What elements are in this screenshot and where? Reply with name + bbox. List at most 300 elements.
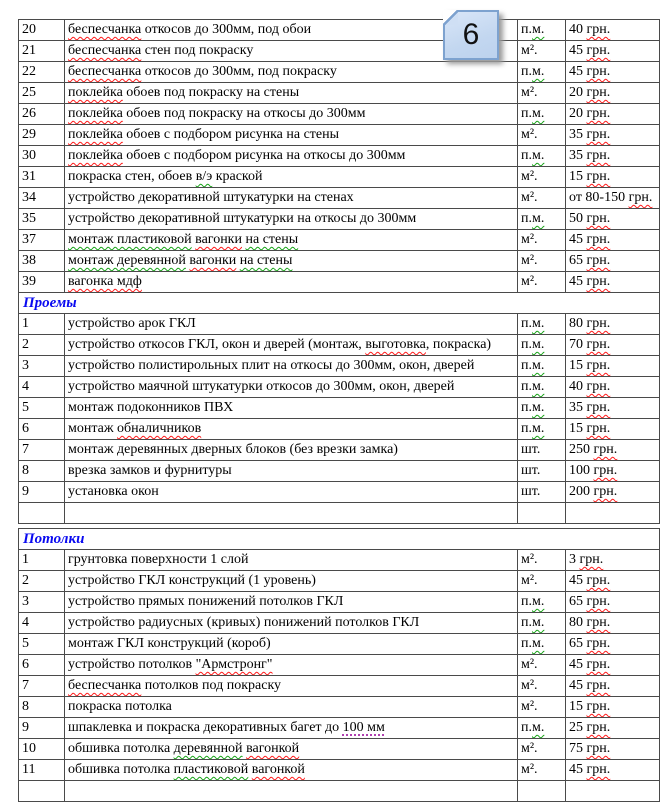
price-cell-text: грн.	[586, 720, 611, 735]
row-number-cell	[19, 655, 65, 676]
unit-cell-text: м².	[521, 657, 538, 672]
price-cell[interactable]	[566, 398, 660, 419]
price-cell[interactable]	[566, 760, 660, 781]
unit-cell-text: м.	[532, 337, 545, 352]
description-cell[interactable]	[65, 634, 518, 655]
price-cell-text: 15	[569, 169, 587, 184]
unit-cell[interactable]	[518, 83, 566, 104]
empty-cell	[566, 503, 660, 524]
price-cell[interactable]	[566, 62, 660, 83]
price-cell-text: грн.	[586, 358, 611, 373]
price-cell-text: грн.	[586, 22, 611, 37]
row-number-cell-text: 22	[22, 64, 36, 79]
table-row	[19, 251, 660, 272]
description-cell-text: монтаж ГКЛ конструкций (короб)	[68, 636, 271, 651]
row-number-cell-text: 25	[22, 85, 36, 100]
description-cell[interactable]	[65, 83, 518, 104]
row-number-cell-text: 7	[22, 678, 29, 693]
row-number-cell	[19, 272, 65, 293]
price-cell[interactable]	[566, 461, 660, 482]
description-cell[interactable]	[65, 613, 518, 634]
unit-cell-text: м².	[521, 678, 538, 693]
price-cell[interactable]	[566, 125, 660, 146]
unit-cell[interactable]	[518, 482, 566, 503]
row-number-cell-text: 3	[22, 594, 29, 609]
description-cell[interactable]	[65, 146, 518, 167]
unit-cell-text: м.	[532, 615, 545, 630]
price-cell-text: грн.	[586, 400, 611, 415]
unit-cell-text: м².	[521, 741, 538, 756]
unit-cell-text: м.	[532, 22, 545, 37]
price-cell-text: 15	[569, 699, 587, 714]
row-number-cell	[19, 146, 65, 167]
price-cell[interactable]	[566, 104, 660, 125]
price-cell-text: 45	[569, 573, 587, 588]
unit-cell[interactable]	[518, 20, 566, 41]
description-cell[interactable]	[65, 188, 518, 209]
row-number-cell	[19, 104, 65, 125]
unit-cell[interactable]	[518, 440, 566, 461]
row-number-cell	[19, 676, 65, 697]
description-cell-text: вагонки	[195, 232, 242, 247]
description-cell[interactable]	[65, 419, 518, 440]
unit-cell-text: п.	[521, 720, 532, 735]
row-number-cell	[19, 697, 65, 718]
price-cell[interactable]	[566, 419, 660, 440]
price-cell-text: грн.	[586, 421, 611, 436]
row-number-cell-text: 4	[22, 379, 29, 394]
unit-cell[interactable]	[518, 634, 566, 655]
price-cell-text: 20	[569, 85, 587, 100]
price-cell-text: 250	[569, 442, 594, 457]
price-cell-text: 65	[569, 253, 587, 268]
description-cell-text: устройство радиусных (кривых) понижений потолков ГКЛ	[68, 615, 420, 630]
table-row	[19, 655, 660, 676]
row-number-cell-text: 39	[22, 274, 36, 289]
description-cell[interactable]	[65, 167, 518, 188]
table-row	[19, 739, 660, 760]
table-row	[19, 398, 660, 419]
table-row	[19, 146, 660, 167]
price-cell[interactable]	[566, 188, 660, 209]
unit-cell-text: м.	[532, 379, 545, 394]
unit-cell[interactable]	[518, 230, 566, 251]
description-cell-text: обоев с подбором рисунка на откосы до 300мм	[122, 148, 406, 163]
price-cell-text: 45	[569, 43, 587, 58]
description-cell[interactable]	[65, 398, 518, 419]
unit-cell-text: м.	[532, 64, 545, 79]
unit-cell[interactable]	[518, 739, 566, 760]
description-cell-text: монтаж деревянных дверных блоков (без врезки замка)	[68, 442, 398, 457]
description-cell-text: 100 мм	[342, 720, 385, 735]
row-number-cell	[19, 377, 65, 398]
price-cell-text: 40	[569, 22, 587, 37]
empty-cell	[65, 503, 518, 524]
row-number-cell	[19, 167, 65, 188]
price-cell-text: грн.	[586, 636, 611, 651]
price-cell-text: 70	[569, 337, 587, 352]
unit-cell[interactable]	[518, 461, 566, 482]
unit-cell-text: м.	[532, 106, 545, 121]
unit-cell-text: п.	[521, 421, 532, 436]
section-header-label: Потолки	[19, 529, 660, 550]
unit-cell-text: м².	[521, 232, 538, 247]
price-cell-text: от 80-150	[569, 190, 629, 205]
description-cell[interactable]	[65, 125, 518, 146]
price-cell[interactable]	[566, 272, 660, 293]
unit-cell-text: м².	[521, 169, 538, 184]
price-cell-text: 100	[569, 463, 594, 478]
price-cell[interactable]	[566, 146, 660, 167]
unit-cell[interactable]	[518, 41, 566, 62]
description-cell[interactable]	[65, 571, 518, 592]
price-cell[interactable]	[566, 676, 660, 697]
price-cell-text: 3	[569, 552, 580, 567]
description-cell[interactable]	[65, 739, 518, 760]
table-row	[19, 104, 660, 125]
description-cell[interactable]	[65, 592, 518, 613]
unit-cell-text: м.	[532, 316, 545, 331]
price-cell[interactable]	[566, 230, 660, 251]
price-cell[interactable]	[566, 356, 660, 377]
description-cell[interactable]	[65, 209, 518, 230]
row-number-cell	[19, 440, 65, 461]
table-row	[19, 760, 660, 781]
description-cell-text: устройство декоративной штукатурки на откосы до 300мм	[68, 211, 417, 226]
price-cell[interactable]	[566, 613, 660, 634]
price-cell-text: грн.	[586, 169, 611, 184]
price-cell-text: грн.	[586, 64, 611, 79]
ceilings-price-table	[18, 528, 660, 802]
description-cell-text: поклейка	[68, 148, 123, 163]
unit-cell[interactable]	[518, 104, 566, 125]
description-cell[interactable]	[65, 251, 518, 272]
row-number-cell	[19, 251, 65, 272]
row-number-cell-text: 11	[22, 762, 36, 777]
table-row	[19, 697, 660, 718]
description-cell-text: выготовка	[365, 337, 426, 352]
unit-cell[interactable]	[518, 335, 566, 356]
description-cell-text: откосов до 300мм, под покраску	[141, 64, 337, 79]
price-cell-text: грн.	[586, 762, 611, 777]
price-cell-text: грн.	[586, 232, 611, 247]
description-cell[interactable]	[65, 760, 518, 781]
price-cell[interactable]	[566, 251, 660, 272]
unit-cell[interactable]	[518, 398, 566, 419]
unit-cell-text: п.	[521, 636, 532, 651]
price-cell-text: 15	[569, 421, 587, 436]
walls-and-openings-price-table	[18, 19, 660, 524]
unit-cell[interactable]	[518, 676, 566, 697]
table-row	[19, 314, 660, 335]
price-cell-text: грн.	[628, 190, 653, 205]
row-number-cell	[19, 571, 65, 592]
description-cell-text: устройство прямых понижений потолков ГКЛ	[68, 594, 344, 609]
price-cell[interactable]	[566, 739, 660, 760]
unit-cell[interactable]	[518, 188, 566, 209]
row-number-cell	[19, 739, 65, 760]
unit-cell[interactable]	[518, 571, 566, 592]
price-cell-text: грн.	[586, 379, 611, 394]
description-cell-text: стен под покраску	[141, 43, 254, 58]
unit-cell-text: п.	[521, 316, 532, 331]
description-cell-text: поклейка	[68, 85, 123, 100]
empty-row	[19, 781, 660, 802]
price-cell-text: 50	[569, 211, 587, 226]
unit-cell-text: м².	[521, 573, 538, 588]
unit-cell[interactable]	[518, 251, 566, 272]
row-number-cell	[19, 335, 65, 356]
table-row	[19, 167, 660, 188]
table-row	[19, 272, 660, 293]
price-cell-text: 35	[569, 148, 587, 163]
description-cell-text: на стены	[239, 253, 293, 268]
row-number-cell-text: 5	[22, 636, 29, 651]
row-number-cell-text: 9	[22, 484, 29, 499]
description-cell[interactable]	[65, 104, 518, 125]
price-cell[interactable]	[566, 377, 660, 398]
price-cell[interactable]	[566, 314, 660, 335]
row-number-cell-text: 1	[22, 316, 29, 331]
table-row	[19, 613, 660, 634]
table-row	[19, 440, 660, 461]
price-cell-text: грн.	[586, 699, 611, 714]
price-cell[interactable]	[566, 571, 660, 592]
row-number-cell	[19, 62, 65, 83]
row-number-cell-text: 5	[22, 400, 29, 415]
row-number-cell-text: 3	[22, 358, 29, 373]
page-number-label: 6	[462, 18, 480, 51]
table-row	[19, 634, 660, 655]
description-cell-text: устройство потолков	[68, 657, 196, 672]
price-cell[interactable]	[566, 20, 660, 41]
price-cell-text: грн.	[586, 43, 611, 58]
unit-cell-text: м².	[521, 127, 538, 142]
description-cell[interactable]	[65, 314, 518, 335]
empty-cell	[19, 781, 65, 802]
price-cell[interactable]	[566, 335, 660, 356]
description-cell-text: обшивка потолка	[68, 762, 174, 777]
price-cell[interactable]	[566, 697, 660, 718]
description-cell-text: на стены	[245, 232, 299, 247]
row-number-cell	[19, 356, 65, 377]
row-number-cell	[19, 550, 65, 571]
unit-cell-text: м.	[532, 148, 545, 163]
price-cell[interactable]	[566, 440, 660, 461]
unit-cell-text: м².	[521, 253, 538, 268]
unit-cell[interactable]	[518, 592, 566, 613]
table-row	[19, 62, 660, 83]
description-cell-text: поклейка	[68, 106, 123, 121]
row-number-cell	[19, 634, 65, 655]
unit-cell-text: м².	[521, 85, 538, 100]
unit-cell-text: п.	[521, 400, 532, 415]
unit-cell[interactable]	[518, 697, 566, 718]
description-cell-text: деревянной	[173, 741, 243, 756]
price-cell[interactable]	[566, 209, 660, 230]
unit-cell-text: м².	[521, 274, 538, 289]
price-cell-text: грн.	[586, 657, 611, 672]
description-cell[interactable]	[65, 230, 518, 251]
description-cell[interactable]	[65, 482, 518, 503]
description-cell-text: потолков под покраску	[141, 678, 282, 693]
price-cell[interactable]	[566, 167, 660, 188]
unit-cell[interactable]	[518, 209, 566, 230]
description-cell[interactable]	[65, 62, 518, 83]
description-cell-text: беспесчанка	[68, 43, 142, 58]
price-cell-text: грн.	[586, 106, 611, 121]
price-cell-text: 75	[569, 741, 587, 756]
description-cell-text: обоев под покраску на стены	[122, 85, 300, 100]
row-number-cell-text: 4	[22, 615, 29, 630]
unit-cell-text: п.	[521, 211, 532, 226]
row-number-cell-text: 2	[22, 337, 29, 352]
description-cell-text: обшивка потолка	[68, 741, 174, 756]
description-cell-text: обналичников	[117, 421, 202, 436]
price-cell[interactable]	[566, 83, 660, 104]
unit-cell[interactable]	[518, 125, 566, 146]
price-cell-text: грн.	[586, 615, 611, 630]
row-number-cell-text: 10	[22, 741, 36, 756]
description-cell-text: поклейка	[68, 127, 123, 142]
price-cell[interactable]	[566, 655, 660, 676]
page-number-badge	[443, 10, 499, 60]
unit-cell-text: м².	[521, 43, 538, 58]
row-number-cell	[19, 419, 65, 440]
table-row	[19, 83, 660, 104]
description-cell-text: устройство ГКЛ конструкций (1 уровень)	[68, 573, 316, 588]
unit-cell-text: п.	[521, 22, 532, 37]
unit-cell-text: м.	[532, 636, 545, 651]
description-cell[interactable]	[65, 335, 518, 356]
price-cell-text: 35	[569, 400, 587, 415]
price-cell-text: 45	[569, 274, 587, 289]
row-number-cell-text: 9	[22, 720, 29, 735]
description-cell[interactable]	[65, 272, 518, 293]
price-cell-text: 45	[569, 657, 587, 672]
unit-cell-text: м².	[521, 190, 538, 205]
description-cell[interactable]	[65, 697, 518, 718]
unit-cell-text: шт.	[521, 463, 541, 478]
unit-cell-text: шт.	[521, 442, 541, 457]
price-cell-text: 200	[569, 484, 594, 499]
price-cell-text: грн.	[593, 442, 618, 457]
price-cell-text: грн.	[586, 573, 611, 588]
empty-cell	[518, 781, 566, 802]
price-cell-text: 20	[569, 106, 587, 121]
unit-cell[interactable]	[518, 146, 566, 167]
row-number-cell	[19, 41, 65, 62]
row-number-cell	[19, 398, 65, 419]
unit-cell-text: п.	[521, 106, 532, 121]
price-cell[interactable]	[566, 41, 660, 62]
unit-cell[interactable]	[518, 718, 566, 739]
unit-cell-text: п.	[521, 594, 532, 609]
table-row	[19, 482, 660, 503]
unit-cell-text: м².	[521, 699, 538, 714]
description-cell[interactable]	[65, 655, 518, 676]
unit-cell-text: п.	[521, 615, 532, 630]
row-number-cell	[19, 592, 65, 613]
table-row	[19, 592, 660, 613]
price-cell[interactable]	[566, 718, 660, 739]
description-cell-text: покраска потолка	[68, 699, 172, 714]
description-cell-text: беспесчанка	[68, 678, 142, 693]
description-cell-text: вагонки	[189, 253, 237, 268]
price-cell-text: 80	[569, 615, 587, 630]
description-cell-text: устройство откосов ГКЛ, окон и дверей (монтаж,	[68, 337, 366, 352]
description-cell-text: монтаж пластиковой	[68, 232, 192, 247]
empty-cell	[65, 781, 518, 802]
table-row	[19, 188, 660, 209]
unit-cell-text: шт.	[521, 484, 541, 499]
unit-cell[interactable]	[518, 550, 566, 571]
unit-cell-text: п.	[521, 379, 532, 394]
description-cell[interactable]	[65, 550, 518, 571]
table-row	[19, 209, 660, 230]
price-cell-text: 45	[569, 678, 587, 693]
price-cell-text: грн.	[586, 274, 611, 289]
description-cell[interactable]	[65, 440, 518, 461]
unit-cell[interactable]	[518, 377, 566, 398]
table-row	[19, 718, 660, 739]
row-number-cell	[19, 125, 65, 146]
price-cell[interactable]	[566, 634, 660, 655]
description-cell[interactable]	[65, 718, 518, 739]
description-cell-text: установка окон	[68, 484, 159, 499]
row-number-cell-text: 30	[22, 148, 36, 163]
price-cell[interactable]	[566, 482, 660, 503]
unit-cell[interactable]	[518, 760, 566, 781]
price-cell-text: грн.	[593, 484, 618, 499]
table-row	[19, 676, 660, 697]
description-cell[interactable]	[65, 461, 518, 482]
table-row	[19, 335, 660, 356]
row-number-cell-text: 1	[22, 552, 29, 567]
price-cell-text: грн.	[586, 253, 611, 268]
unit-cell[interactable]	[518, 356, 566, 377]
unit-cell[interactable]	[518, 655, 566, 676]
description-cell[interactable]	[65, 377, 518, 398]
unit-cell[interactable]	[518, 613, 566, 634]
price-cell[interactable]	[566, 592, 660, 613]
price-cell[interactable]	[566, 550, 660, 571]
description-cell[interactable]	[65, 356, 518, 377]
unit-cell[interactable]	[518, 167, 566, 188]
table-row	[19, 377, 660, 398]
unit-cell[interactable]	[518, 314, 566, 335]
row-number-cell	[19, 482, 65, 503]
price-cell-text: грн.	[586, 316, 611, 331]
unit-cell[interactable]	[518, 419, 566, 440]
price-cell-text: 45	[569, 762, 587, 777]
unit-cell[interactable]	[518, 272, 566, 293]
unit-cell[interactable]	[518, 62, 566, 83]
price-cell-text: 80	[569, 316, 587, 331]
unit-cell-text: п.	[521, 358, 532, 373]
description-cell-text: устройство декоративной штукатурки на стенах	[68, 190, 354, 205]
row-number-cell-text: 20	[22, 22, 36, 37]
empty-cell	[566, 781, 660, 802]
description-cell-text: вагонкой	[246, 741, 300, 756]
price-cell-text: 45	[569, 232, 587, 247]
table-row	[19, 41, 660, 62]
table-row	[19, 230, 660, 251]
description-cell[interactable]	[65, 676, 518, 697]
description-cell-text: беспесчанка	[68, 64, 142, 79]
row-number-cell	[19, 209, 65, 230]
folded-corner-icon	[443, 10, 458, 25]
